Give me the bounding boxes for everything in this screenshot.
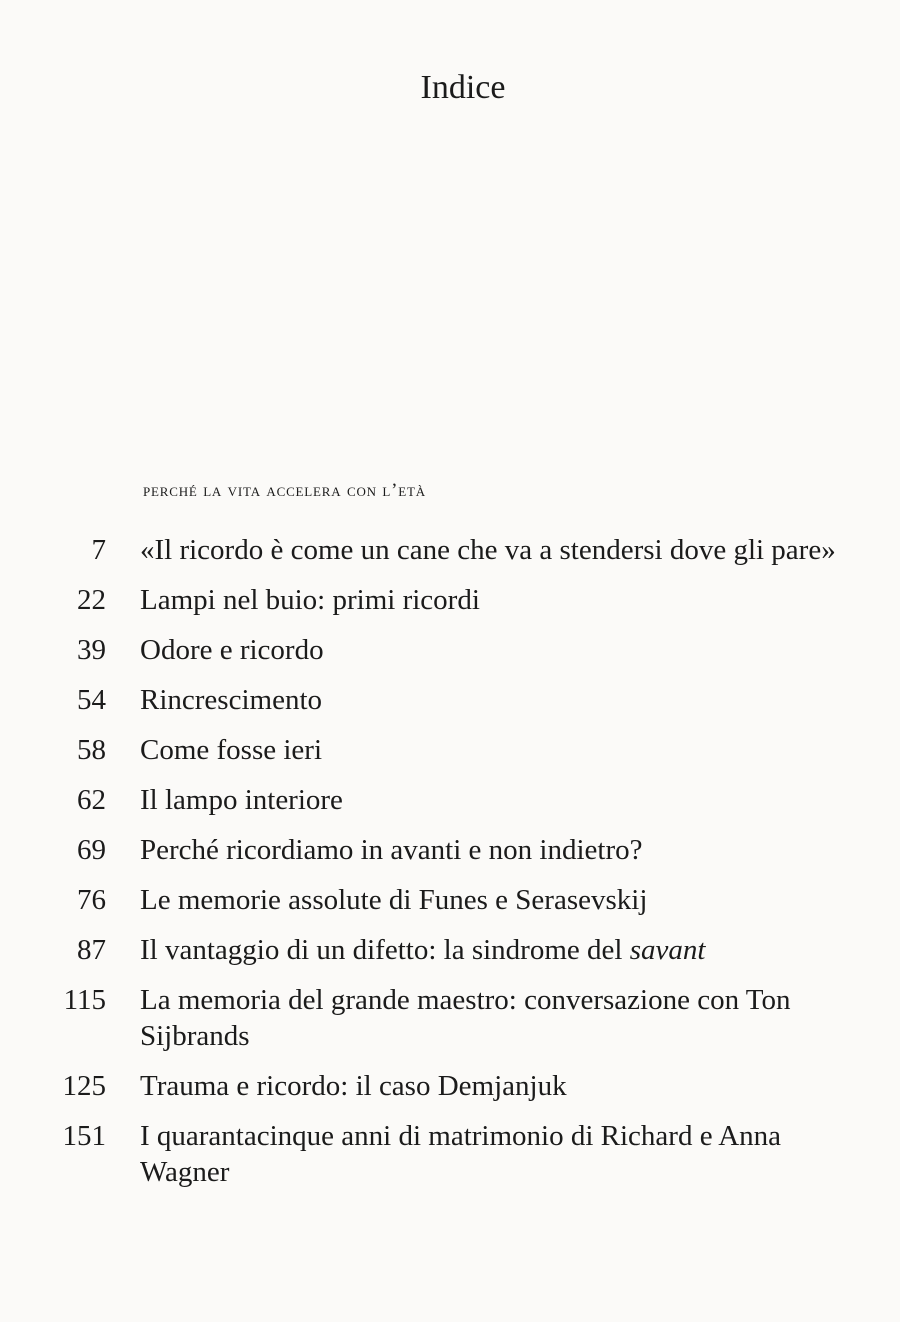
toc-entry [0,1118,900,1190]
page-number: 151 [62,1120,106,1152]
toc-entry [0,632,900,668]
chapter-title: Trauma e ricordo: il caso Demjanjuk [140,1070,567,1102]
chapter-title: Il lampo interiore [140,784,343,816]
chapter-title [140,932,840,968]
table-of-contents [0,532,900,1204]
chapter-title: Lampi nel buio: primi ricordi [140,584,480,616]
page-number: 62 [77,784,106,816]
page-number: 39 [77,634,106,666]
page-number: 7 [91,534,106,566]
chapter-title: Rincrescimento [140,684,323,716]
page-number: 22 [77,584,106,616]
page-number: 69 [77,834,106,866]
chapter-title: Perché ricordiamo in avanti e non indietro? [140,834,643,866]
page-number: 115 [63,984,106,1016]
toc-entry [0,682,900,718]
chapter-title: «Il ricordo è come un cane che va a stendersi dove gli pare» [140,534,836,566]
chapter-title-italic: savant [629,934,706,966]
section-heading: perché la vita accelera con l’età [143,480,426,501]
toc-entry [0,1068,900,1104]
page-number: 87 [77,934,106,966]
page-number: 76 [77,884,106,916]
chapter-title: La memoria del grande maestro: conversazione con Ton Sijbrands [140,984,791,1052]
chapter-title: Come fosse ieri [140,734,323,766]
page-number: 125 [62,1070,106,1102]
toc-entry [0,832,900,868]
page-number: 58 [77,734,106,766]
toc-entry [0,582,900,618]
toc-entry [0,782,900,818]
chapter-title: Le memorie assolute di Funes e Serasevskij [140,884,648,916]
chapter-title: Odore e ricordo [140,634,324,666]
toc-entry [0,532,900,568]
chapter-title-text: Il vantaggio di un difetto: la sindrome del [140,934,630,966]
toc-entry [0,732,900,768]
chapter-title: I quarantacinque anni di matrimonio di Richard e Anna Wagner [140,1120,782,1188]
toc-entry [0,982,900,1054]
page-number: 54 [77,684,106,716]
page-title: Indice [420,69,506,106]
toc-entry [0,932,900,968]
toc-entry [0,882,900,918]
